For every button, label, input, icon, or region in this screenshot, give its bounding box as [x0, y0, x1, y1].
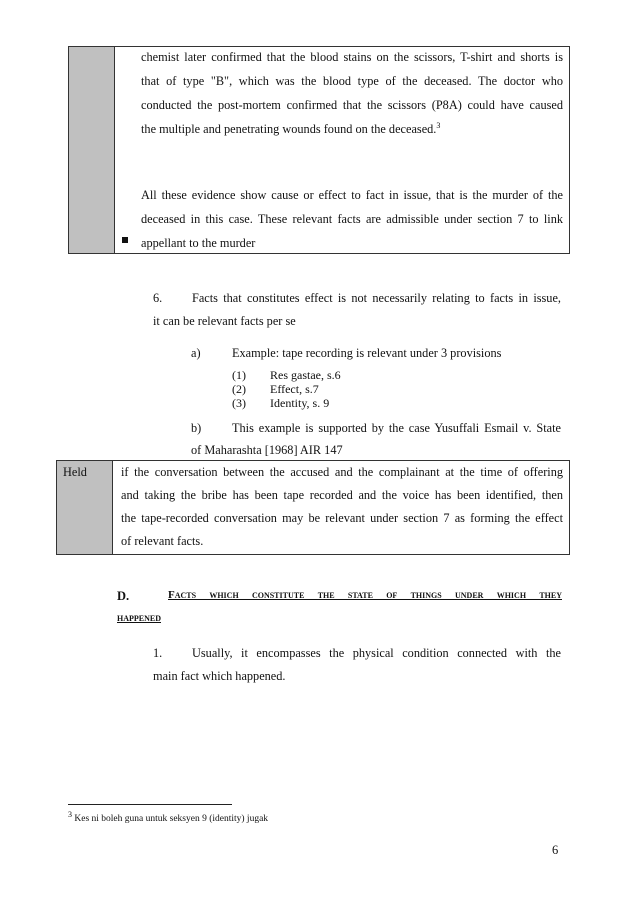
footnote-text: Kes ni boleh guna untuk seksyen 9 (identity) jugak: [74, 814, 269, 824]
point-b-label: b): [191, 421, 202, 435]
page-number: 6: [552, 843, 559, 857]
table-text-line: that of type "B", which was the blood type of the deceased. The doctor who: [141, 74, 563, 88]
point-b-line2: of Maharashta [1968] AIR 147: [191, 443, 343, 457]
footnote-divider: [68, 804, 232, 805]
point-a-label: a): [191, 346, 201, 360]
point-1-line1: Usually, it encompasses the physical condition connected with the: [192, 646, 561, 660]
provision-text: Res gastae, s.6: [270, 368, 341, 382]
footnote-number: 3: [68, 809, 72, 819]
table-text-line: deceased in this case. These relevant facts are admissible under section 7 to link: [141, 212, 563, 226]
table-text-line: appellant to the murder: [141, 236, 256, 250]
held-text-line: the tape-recorded conversation may be relevant under section 7 as forming the effect: [121, 511, 563, 525]
point-6-number: 6.: [153, 291, 163, 305]
provision-text: Effect, s.7: [270, 382, 319, 396]
table-text-line: chemist later confirmed that the blood stains on the scissors, T-shirt and shorts is: [141, 50, 563, 64]
table-text: the multiple and penetrating wounds found on the deceased.: [141, 122, 437, 136]
point-1-line2: main fact which happened.: [153, 669, 286, 683]
provision-num: (1): [232, 368, 246, 382]
held-text-line: and taking the bribe has been tape recorded and the voice has been identified, then: [121, 488, 563, 502]
table-text-line: All these evidence show cause or effect to fact in issue, that is the murder of the: [141, 188, 563, 202]
point-b-line1: This example is supported by the case Yusuffali Esmail v. State: [232, 421, 561, 435]
section-d-title-line2: happened: [117, 612, 161, 624]
footnote-ref: 3: [436, 120, 441, 130]
point-6-line2: it can be relevant facts per se: [153, 314, 296, 328]
table-text-line-with-footnote: [141, 121, 563, 137]
bullet-square-icon: [122, 237, 128, 243]
provision-num: (3): [232, 396, 246, 410]
section-d-title-line1: Facts which constitute the state of things under which they: [168, 589, 562, 601]
held-text-line: of relevant facts.: [121, 534, 204, 548]
point-6-line1: Facts that constitutes effect is not necessarily relating to facts in issue,: [192, 291, 561, 305]
table-label-cell: [69, 47, 115, 253]
held-table: [56, 460, 570, 555]
evidence-table: [68, 46, 570, 254]
table-text-line: conducted the post-mortem confirmed that the scissors (P8A) could have caused: [141, 98, 563, 112]
held-text-line: if the conversation between the accused and the complainant at the time of offering: [121, 465, 563, 479]
held-label-cell: [57, 461, 113, 554]
held-label: Held: [63, 465, 87, 479]
point-1-number: 1.: [153, 646, 163, 660]
section-d-letter: D.: [117, 589, 130, 603]
footnote: [68, 809, 269, 824]
provision-num: (2): [232, 382, 246, 396]
point-a-text: Example: tape recording is relevant under 3 provisions: [232, 346, 502, 360]
provision-text: Identity, s. 9: [270, 396, 330, 410]
